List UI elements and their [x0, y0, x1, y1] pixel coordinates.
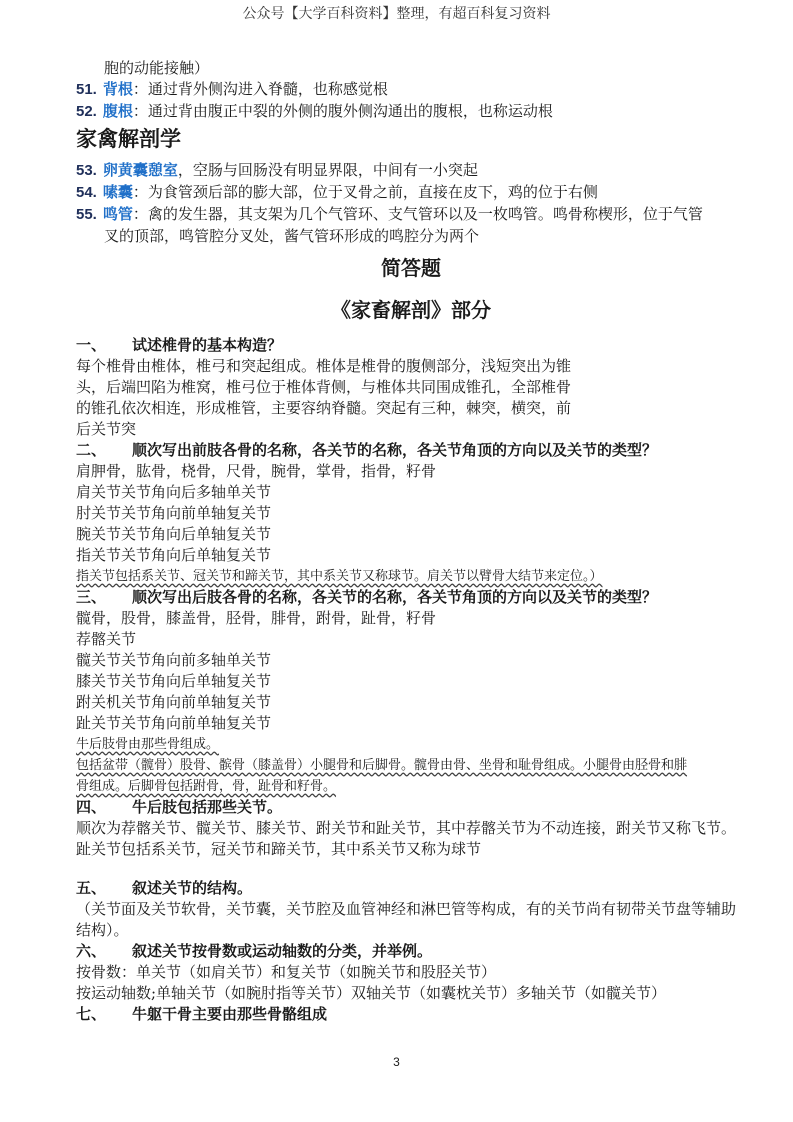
question-text: 牛后肢包括那些关节。	[132, 797, 283, 816]
answer-note: 牛后肢骨由那些骨组成。	[76, 736, 220, 752]
question-text: 顺次写出前肢各骨的名称，各关节的名称，各关节角顶的方向以及关节的类型？	[132, 440, 658, 459]
question-number: 五、	[76, 878, 107, 897]
answer-line: 按运动轴数;单轴关节（如腕肘指等关节）双轴关节（如囊枕关节）多轴关节（如髋关节）	[76, 983, 667, 1002]
term-55-continuation: 叉的顶部，鸣管腔分叉处，酱气管环形成的鸣腔分为两个	[104, 226, 480, 245]
title-part: 《家畜解剖》部分	[331, 297, 491, 322]
term-number: 55.	[76, 205, 97, 223]
answer-note: 骨组成。后脚骨包括跗骨，骨，趾骨和籽骨。	[76, 778, 337, 794]
term-desc: ：通过背由腹正中裂的外侧的腹外侧沟通出的腹根，也称运动根	[132, 101, 553, 120]
answer-note: 指关节包括系关节、冠关节和蹄关节，其中系关节又称球节。肩关节以臂骨大结节来定位。）	[76, 568, 603, 584]
question-4	[76, 797, 746, 818]
question-number: 二、	[76, 440, 107, 459]
section-title-poultry: 家禽解剖学	[76, 126, 181, 152]
term-number: 51.	[76, 80, 97, 98]
term-item-52	[76, 101, 746, 123]
answer-line: 后关节突	[76, 419, 137, 438]
answer-line: 肘关节关节角向前单轴复关节	[76, 503, 272, 522]
answer-line: 的锥孔依次相连，形成椎管，主要容纳脊髓。突起有三种，棘突，横突，前	[76, 398, 572, 417]
question-3	[76, 587, 746, 608]
answer-line: 头，后端凹陷为椎窝，椎弓位于椎体背侧，与椎体共同围成锥孔，全部椎骨	[76, 377, 572, 396]
continuation-text: 胞的动能接触）	[104, 59, 210, 77]
question-number: 四、	[76, 797, 107, 816]
title-short-answer: 简答题	[381, 255, 441, 280]
question-7	[76, 1004, 746, 1025]
question-6	[76, 941, 746, 962]
question-number: 一、	[76, 335, 107, 354]
answer-line: 髋骨，股骨，膝盖骨，胫骨，腓骨，跗骨，趾骨，籽骨	[76, 608, 437, 627]
term-name: 背根	[102, 79, 133, 98]
term-item-54	[76, 182, 746, 204]
answer-line: 每个椎骨由椎体，椎弓和突起组成。椎体是椎骨的腹侧部分，浅短突出为锥	[76, 356, 572, 375]
answer-line: 趾关节关节角向前单轴复关节	[76, 713, 272, 732]
term-item-51	[76, 79, 746, 101]
answer-note: 包括盆带（髋骨）股骨、髌骨（膝盖骨）小腿骨和后脚骨。髋骨由骨、坐骨和耻骨组成。小腿骨由胫骨和腓	[76, 757, 688, 773]
page-header: 公众号【大学百科资料】整理，有超百科复习资料	[242, 6, 551, 22]
term-number: 54.	[76, 184, 97, 202]
answer-line: 按骨数：单关节（如肩关节）和复关节（如腕关节和股胫关节）	[76, 962, 497, 981]
answer-line: 跗关机关节角向前单轴复关节	[76, 692, 272, 711]
answer-line: 腕关节关节角向后单轴复关节	[76, 524, 272, 543]
question-number: 三、	[76, 587, 107, 606]
answer-paragraph: 顺次为荐髂关节、髋关节、膝关节、跗关节和趾关节，其中荐髂关节为不动连接，跗关节又称飞节。趾关节包括系关节，冠关节和蹄关节，其中系关节又称为球节	[76, 818, 737, 858]
term-desc: ：通过背外侧沟进入脊髓，也称感觉根	[132, 79, 388, 98]
page-number: 3	[393, 1055, 400, 1069]
term-desc: ，空肠与回肠没有明显界限，中间有一小突起	[177, 161, 478, 180]
term-desc: ：为食管颈后部的膨大部，位于叉骨之前，直接在皮下，鸡的位于右侧	[132, 183, 598, 202]
answer-line: 指关节关节角向后单轴复关节	[76, 545, 272, 564]
question-2	[76, 440, 746, 461]
answer-line: 髋关节关节角向前多轴单关节	[76, 650, 272, 669]
question-text: 顺次写出后肢各骨的名称，各关节的名称，各关节角顶的方向以及关节的类型？	[132, 587, 658, 606]
spacer	[76, 860, 746, 878]
answer-line: 荐髂关节	[76, 629, 137, 648]
term-desc: ：禽的发生器，其支架为几个气管环、支气管环以及一枚鸣管。鸣骨称楔形，位于气管	[132, 204, 703, 223]
answer-paragraph: （关节面及关节软骨，关节囊，关节腔及血管神经和淋巴管等构成，有的关节尚有韧带关节盘等辅助结构）。	[76, 899, 737, 939]
question-1	[76, 335, 746, 356]
question-text: 试述椎骨的基本构造？	[132, 335, 283, 354]
term-number: 52.	[76, 102, 97, 120]
page-content	[76, 58, 746, 1025]
answer-line: 肩关节关节角向后多轴单关节	[76, 482, 272, 501]
question-text: 叙述关节按骨数或运动轴数的分类，并举例。	[132, 941, 433, 960]
term-name: 鸣管	[102, 204, 133, 223]
question-number: 七、	[76, 1004, 107, 1023]
answer-line: 膝关节关节角向后单轴复关节	[76, 671, 272, 690]
question-text: 叙述关节的结构。	[132, 878, 253, 897]
term-name: 卵黄囊憩室	[102, 161, 178, 180]
answer-line: 肩胛骨，肱骨，桡骨，尺骨，腕骨，掌骨，指骨，籽骨	[76, 461, 437, 480]
term-item-53	[76, 160, 746, 182]
term-number: 53.	[76, 162, 97, 180]
question-text: 牛躯干骨主要由那些骨骼组成	[132, 1004, 328, 1023]
term-name: 腹根	[102, 101, 133, 120]
term-name: 嗉囊	[102, 183, 133, 202]
term-item-55	[76, 204, 746, 226]
question-number: 六、	[76, 941, 107, 960]
question-5	[76, 878, 746, 899]
